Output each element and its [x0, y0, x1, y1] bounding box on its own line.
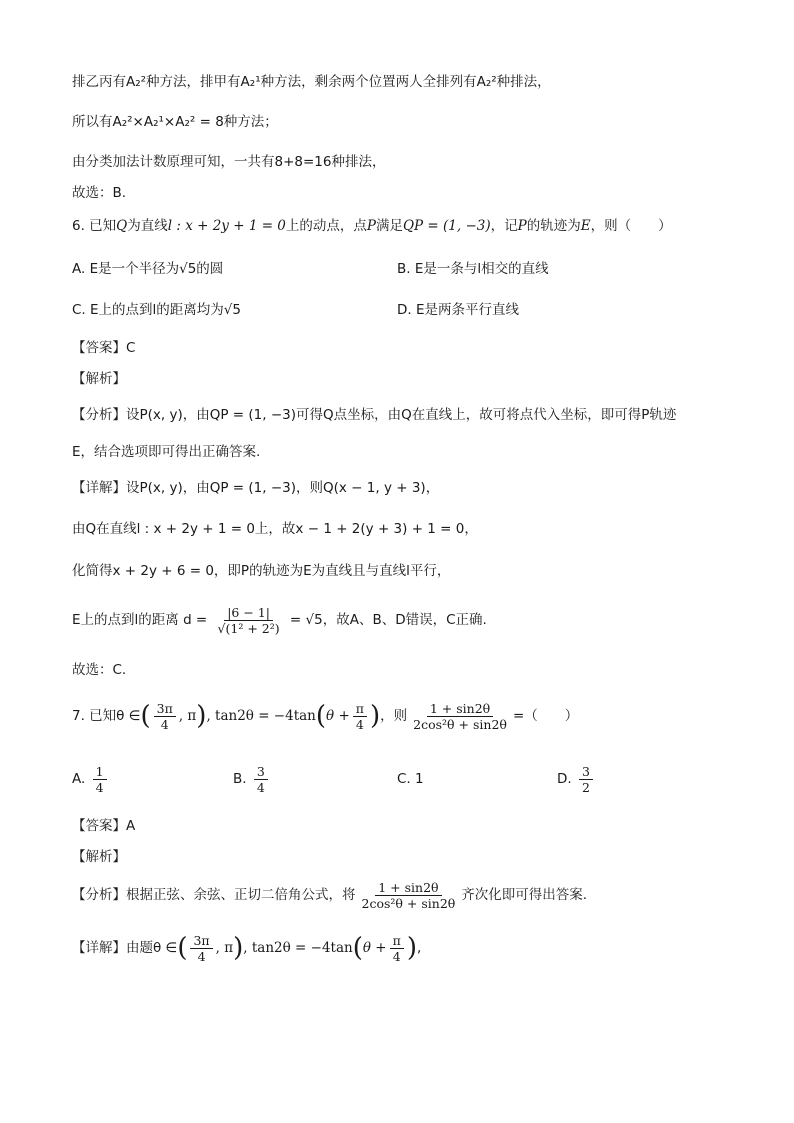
q7-xiangjie-text: , π: [215, 940, 234, 956]
left-paren: (: [352, 933, 363, 963]
fraction-numerator: |6 − 1|: [224, 605, 273, 621]
right-paren: ): [196, 701, 207, 731]
q7-xiangjie-text: 【详解】由题θ ∈: [72, 940, 178, 956]
analysis-label: 【解析】: [72, 849, 126, 865]
q7-fraction-3pi-4: [154, 701, 176, 732]
right-paren: ): [233, 933, 244, 963]
q7-stem-part: , tan2θ = −4tan: [206, 708, 316, 724]
option-fraction: [93, 764, 107, 795]
q6-fenxi-line-2: E，结合选项即可得出正确答案.: [72, 444, 261, 460]
option-label: D.: [557, 771, 572, 787]
q7-option-d: [557, 760, 596, 798]
text-line: 由分类加法计数原理可知，一共有8+8=16种排法，: [72, 154, 386, 170]
q7-xj-fraction-pi-4: [390, 933, 404, 964]
answer-label: 【答案】C: [72, 340, 136, 356]
q7-option-a: [72, 760, 110, 798]
option-label: A.: [72, 771, 86, 787]
fraction-denominator: 4: [197, 948, 206, 964]
text-line: 故选：B.: [72, 185, 127, 201]
q6-fenxi-line-1: 【分析】设P(x, y)，由QP = (1, −3)可得Q点坐标，由Q在直线上，故可将点代入坐标，即可得P轨迹: [72, 407, 677, 423]
text-line: 所以有A₂²×A₂¹×A₂² = 8种方法；: [72, 114, 278, 130]
q7-main-fraction: [410, 701, 510, 732]
math-q: Q: [116, 218, 128, 234]
right-paren: ): [406, 933, 417, 963]
analysis-label: 【解析】: [72, 371, 126, 387]
math-p: P: [366, 218, 376, 234]
q7-stem-part: =（ ）: [512, 708, 579, 724]
q6-xiangjie-line-2: 由Q在直线l : x + 2y + 1 = 0上，故x − 1 + 2(y + 3) + 1 = 0，: [72, 521, 478, 537]
q6-xiangjie-line-1: 【详解】设P(x, y)，由QP = (1, −3)，则Q(x − 1, y + 3)，: [72, 480, 440, 496]
q6-stem-part: 满足: [375, 218, 403, 234]
q7-stem-part: , π: [178, 708, 197, 724]
fraction-denominator: 2: [581, 779, 590, 795]
option-fraction: [254, 764, 268, 795]
q6-option-c: C. E上的点到l的距离均为√5: [72, 302, 241, 318]
q7-fraction-pi-4: [353, 701, 367, 732]
fraction-denominator: 4: [256, 779, 265, 795]
fraction-numerator: 3: [254, 764, 268, 780]
left-paren: (: [140, 701, 151, 731]
q7-xiangjie-text: θ +: [362, 940, 387, 956]
math-e: E: [580, 218, 591, 234]
q7-stem-part: θ +: [326, 708, 350, 724]
fraction-denominator: 4: [160, 716, 169, 732]
option-label: B.: [233, 771, 247, 787]
distance-fraction: [215, 605, 283, 636]
fraction-denominator: 4: [392, 948, 401, 964]
q7-fenxi-text: 【分析】根据正弦、余弦、正切二倍角公式，将: [72, 887, 356, 903]
q7-fenxi-text: 齐次化即可得出答案.: [461, 887, 588, 903]
fraction-numerator: 3: [579, 764, 593, 780]
q7-fenxi: [72, 875, 587, 915]
question-7-stem: [72, 696, 578, 736]
q6-stem-part: 6. 已知: [72, 218, 117, 234]
q6-option-d: D. E是两条平行直线: [397, 302, 520, 318]
option-fraction: [579, 764, 593, 795]
q6-stem-part: ，则（ ）: [590, 218, 672, 234]
fraction-numerator: 1: [93, 764, 107, 780]
text-line: 排乙丙有A₂²种方法，排甲有A₂¹种方法，剩余两个位置两人全排列有A₂²种排法，: [72, 74, 551, 90]
q7-xiangjie-text: , tan2θ = −4tan: [243, 940, 353, 956]
math-line-l: l : x + 2y + 1 = 0: [167, 218, 286, 234]
q6-distance-text: E上的点到l的距离 d =: [72, 612, 208, 628]
q7-xiangjie-text: ,: [416, 940, 422, 956]
q7-xj-fraction-3pi-4: [190, 933, 212, 964]
q6-stem-part: ，记: [490, 218, 518, 234]
q7-option-c: C. 1: [397, 771, 424, 787]
q6-stem-part: 上的动点，点: [285, 218, 367, 234]
fraction-numerator: π: [390, 933, 404, 949]
fraction-denominator: 2cos²θ + sin2θ: [413, 716, 507, 732]
q6-stem-part: 的轨迹为: [526, 218, 581, 234]
fraction-numerator: 3π: [154, 701, 176, 717]
q7-option-b: [233, 760, 271, 798]
fraction-numerator: π: [353, 701, 367, 717]
q6-stem-part: 为直线: [127, 218, 168, 234]
q6-distance-result: = √5，故A、B、D错误，C正确.: [289, 612, 487, 628]
q6-xiangjie-line-4: [72, 600, 487, 640]
q6-xiangjie-line-3: 化简得x + 2y + 6 = 0，即P的轨迹为E为直线且与直线l平行，: [72, 563, 451, 579]
math-p: P: [517, 218, 527, 234]
answer-label: 【答案】A: [72, 818, 136, 834]
left-paren: (: [177, 933, 188, 963]
math-vector-qp: QP = (1, −3): [402, 218, 491, 234]
fraction-denominator: 4: [355, 716, 364, 732]
q7-stem-part: 7. 已知θ ∈: [72, 708, 141, 724]
question-6-stem: [72, 216, 672, 236]
right-paren: ): [369, 701, 381, 731]
fraction-numerator: 3π: [190, 933, 212, 949]
left-paren: (: [315, 701, 327, 731]
fraction-numerator: 1 + sin2θ: [375, 880, 441, 896]
fraction-denominator: √(1² + 2²): [217, 620, 280, 636]
fraction-numerator: 1 + sin2θ: [427, 701, 493, 717]
q7-stem-part: ，则: [380, 708, 408, 724]
fraction-denominator: 2cos²θ + sin2θ: [361, 895, 456, 911]
fraction-denominator: 4: [95, 779, 104, 795]
q6-option-a: A. E是一个半径为√5的圆: [72, 261, 224, 277]
q7-fenxi-fraction: [359, 880, 459, 911]
q7-xiangjie: [72, 928, 421, 968]
q6-choose: 故选：C.: [72, 662, 127, 678]
q6-option-b: B. E是一条与l相交的直线: [397, 261, 549, 277]
